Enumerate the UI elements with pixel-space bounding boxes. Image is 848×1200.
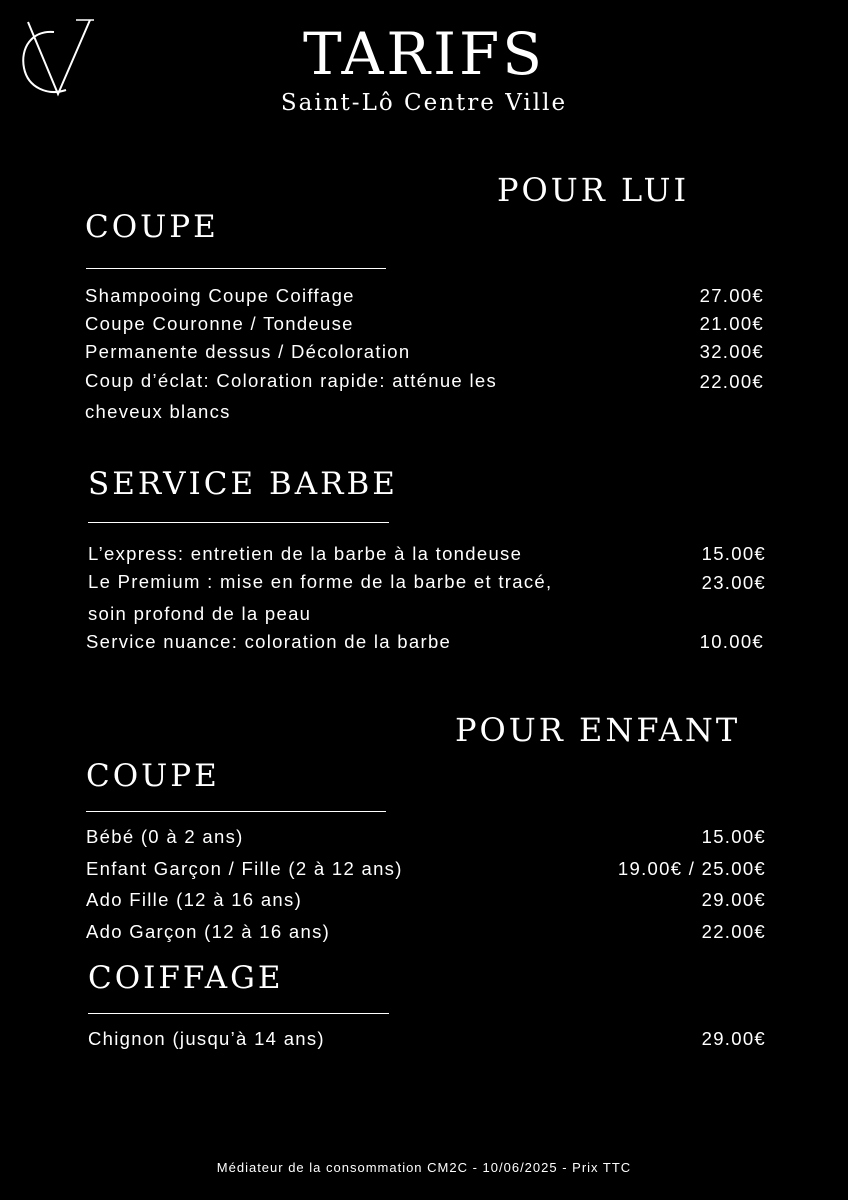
footer-note: Médiateur de la consommation CM2C - 10/06/2025 - Prix TTC	[216, 1160, 632, 1175]
divider	[86, 268, 386, 269]
list-item: Le Premium : mise en forme de la barbe et tracé,	[88, 571, 553, 592]
list-item: Service nuance: coloration de la barbe	[86, 631, 452, 652]
list-item: Enfant Garçon / Fille (2 à 12 ans)	[86, 858, 403, 879]
price: 32.00€	[699, 341, 764, 362]
service-barbe-heading: SERVICE BARBE	[88, 466, 398, 502]
divider	[86, 811, 386, 812]
price: 15.00€	[701, 543, 766, 564]
coiffage-heading: COIFFAGE	[88, 960, 284, 996]
price: 27.00€	[699, 285, 764, 306]
list-item: Coup d’éclat: Coloration rapide: atténue les	[85, 370, 498, 391]
price: 29.00€	[701, 1028, 766, 1049]
list-item: Ado Fille (12 à 16 ans)	[86, 889, 303, 910]
list-item: Bébé (0 à 2 ans)	[86, 826, 244, 847]
price: 22.00€	[701, 921, 766, 942]
divider	[88, 1013, 389, 1014]
pour-enfant-heading: POUR ENFANT	[455, 711, 741, 749]
list-item: Chignon (jusqu’à 14 ans)	[88, 1028, 325, 1049]
list-item-continued: soin profond de la peau	[88, 603, 312, 624]
page-subtitle: Saint-Lô Centre Ville	[280, 90, 568, 116]
price: 23.00€	[701, 572, 766, 593]
coupe-lui-heading: COUPE	[85, 209, 219, 245]
page-title: TARIFS	[303, 20, 545, 88]
divider	[88, 522, 389, 523]
price: 21.00€	[699, 313, 764, 334]
price: 15.00€	[701, 826, 766, 847]
list-item: Permanente dessus / Décoloration	[85, 341, 411, 362]
price: 22.00€	[699, 371, 764, 392]
list-item-continued: cheveux blancs	[85, 401, 231, 422]
list-item: Shampooing Coupe Coiffage	[85, 285, 355, 306]
coupe-enfant-heading: COUPE	[86, 758, 220, 794]
price: 29.00€	[701, 889, 766, 910]
price: 10.00€	[699, 631, 764, 652]
list-item: L’express: entretien de la barbe à la tondeuse	[88, 543, 523, 564]
list-item: Ado Garçon (12 à 16 ans)	[86, 921, 331, 942]
pour-lui-heading: POUR LUI	[497, 171, 690, 209]
price: 19.00€ / 25.00€	[617, 858, 766, 879]
list-item: Coupe Couronne / Tondeuse	[85, 313, 354, 334]
